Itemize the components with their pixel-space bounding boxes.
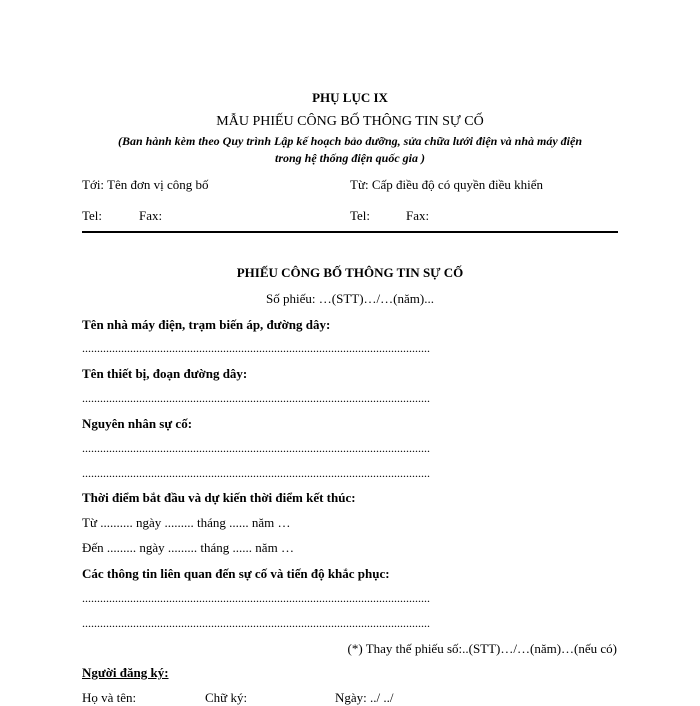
equipment-label: Tên thiết bị, đoạn đường dây: [82, 366, 248, 381]
cause-dots-1: .................................................................................................................... [82, 441, 430, 455]
appendix-title: PHỤ LỤC IX [312, 90, 388, 105]
notice-title: PHIẾU CÔNG BỐ THÔNG TIN SỰ CỐ [236, 265, 464, 280]
tel-right: Tel: [350, 208, 371, 223]
time-to-line: Đến ......... ngày ......... tháng ...... năm … [82, 540, 294, 555]
fax-left: Fax: [139, 208, 163, 223]
from-field: Từ: Cấp điều độ có quyền điều khiển [350, 177, 543, 192]
subtitle-line-2: trong hệ thống điện quốc gia ) [274, 151, 426, 165]
cause-label: Nguyên nhân sự cố: [82, 416, 193, 431]
fax-right: Fax: [406, 208, 430, 223]
registrant-heading: Người đăng ký: [82, 665, 169, 680]
time-label: Thời điểm bắt đầu và dự kiến thời điểm kết thúc: [82, 490, 356, 505]
time-from-line: Từ .......... ngày ......... tháng ...... năm … [82, 515, 291, 530]
info-dots-1: .................................................................................................................... [82, 591, 430, 605]
equipment-dots: .................................................................................................................... [82, 391, 430, 405]
replace-note: (*) Thay thế phiếu số:..(STT)…/…(năm)…(nếu có) [347, 641, 617, 656]
plant-dots: .................................................................................................................... [82, 341, 430, 355]
info-label: Các thông tin liên quan đến sự cố và tiến độ khắc phục: [82, 566, 390, 581]
tel-left: Tel: [82, 208, 103, 223]
cause-dots-2: .................................................................................................................... [82, 466, 430, 480]
registrant-name: Họ và tên: [82, 690, 137, 705]
plant-label: Tên nhà máy điện, trạm biến áp, đường dây: [82, 317, 331, 332]
registrant-date: Ngày: ../ ../ [335, 690, 394, 705]
notice-number: Số phiếu: …(STT)…/…(năm)... [266, 291, 434, 306]
to-field: Tới: Tên đơn vị công bố [82, 177, 209, 192]
form-title: MẪU PHIẾU CÔNG BỐ THÔNG TIN SỰ CỐ [216, 114, 484, 129]
registrant-signature: Chữ ký: [205, 690, 248, 705]
subtitle-line-1: (Ban hành kèm theo Quy trình Lập kế hoạch bảo dưỡng, sửa chữa lưới điện và nhà máy điện [117, 134, 583, 148]
info-dots-2: .................................................................................................................... [82, 616, 430, 630]
header-divider [82, 231, 618, 233]
